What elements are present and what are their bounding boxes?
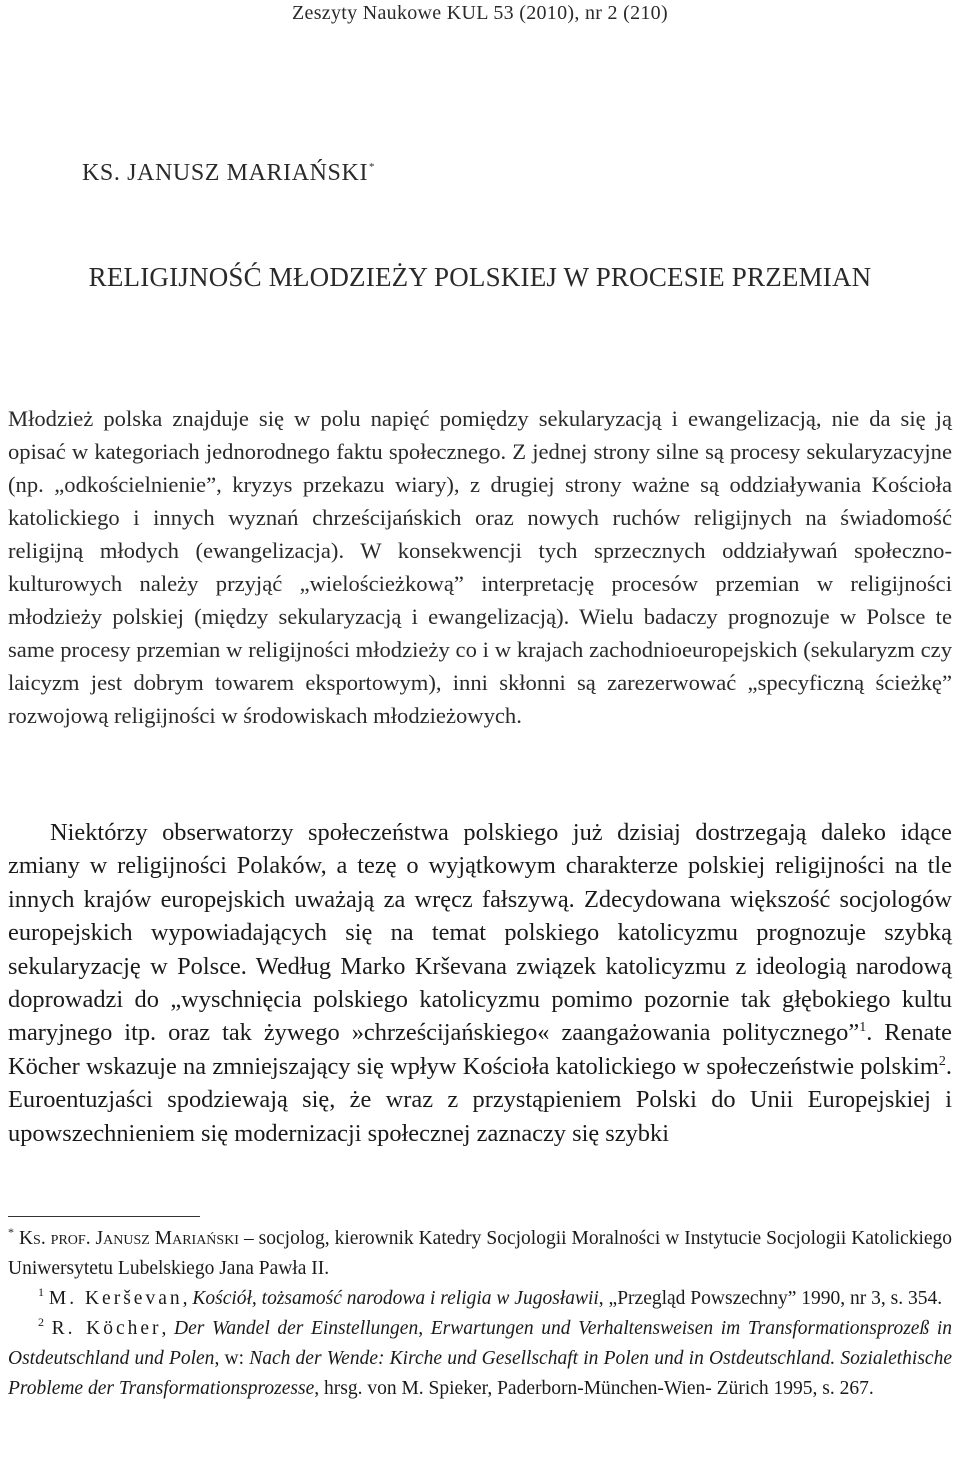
- footnote-1-sep: ,: [182, 1288, 193, 1309]
- footnote-author-name: Ks. prof. Janusz Mariański: [18, 1228, 239, 1249]
- article-abstract: Młodzież polska znajduje się w polu napięć pomiędzy sekularyzacją i ewangelizacją, nie da się ją opisać w kategoriach jednorodnego faktu społecznego. Z jednej strony silne są procesy sekularyzacyjne (np. „odkościelnienie”, kryzys przekazu wiary), z drugiej strony ważne są oddziaływania Kościoła katolickiego i innych wyznań chrześcijańskich oraz nowych ruchów religijnych na świadomość religijną młodych (ewangelizacja). W konsekwencji tych sprzecznych oddziaływań społeczno-kulturowych należy przyjąć „wielościeżkową” interpretację procesów przemian w religijności młodzieży polskiej (między sekularyzacją i ewangelizacją). Wielu badaczy prognozuje w Polsce te same procesy przemian w religijności młodzieży co i w krajach zachodnioeuropejskich (sekularyzm czy laicyzm jest dobrym towarem eksportowym), inni skłonni są zarezerwować „specyficzną ścieżkę” rozwojową religijności w środowiskach młodzieżowych.: [8, 406, 952, 728]
- footnote-1: [8, 1284, 952, 1314]
- footnote-2: [8, 1314, 952, 1404]
- footnote-separator: [8, 1216, 200, 1217]
- footnote-2-sep: ,: [161, 1318, 175, 1339]
- footnote-2-rest: , hrsg. von M. Spieker, Paderborn-München-Wien- Zürich 1995, s. 267.: [314, 1378, 874, 1399]
- footnote-2-author: R. Köcher: [51, 1318, 162, 1339]
- body-text-part-2: . Renate Köcher wskazuje na zmniejszający się wpływ Kościoła katolickiego w społeczeństwie polskim: [8, 1019, 952, 1080]
- body-text-part-1: Niektórzy obserwatorzy społeczeństwa polskiego już dzisiaj dostrzegają daleko idące zmiany w religijności Polaków, a tezę o wyjątkowym charakterze polskiej religijności na tle innych krajów europejskich uważają za wręcz fałszywą. Zdecydowana większość socjologów europejskich wypowiadających się na temat polskiego katolicyzmu prognozuje szybką sekularyzację w Polsce. Według Marko Krševana związek katolicyzmu z ideologią narodową doprowadzi do „wyschnięcia polskiego katolicyzmu pomimo pozornie tak głębokiego kultu maryjnego itp. oraz tak żywego »chrześcijańskiego« zaangażowania politycznego”: [8, 819, 952, 1047]
- footnote-mark: 2: [38, 1315, 44, 1329]
- footnote-author: [8, 1224, 952, 1284]
- footnote-1-rest: , „Przegląd Powszechny” 1990, nr 3, s. 354.: [598, 1288, 943, 1309]
- article-title: RELIGIJNOŚĆ MŁODZIEŻY POLSKIEJ W PROCESIE PRZEMIAN: [88, 262, 872, 292]
- footnote-1-author: M. Kerševan: [48, 1288, 183, 1309]
- footnote-author-text: – socjolog, kierownik Katedry Socjologii Moralności w Instytucie Socjologii Katolickiego Uniwersytetu Lubelskiego Jana Pawła II.: [8, 1228, 953, 1279]
- footnote-2-mid: , w:: [214, 1348, 250, 1369]
- author-footnote-mark: *: [369, 161, 376, 173]
- footnote-2-work2: Nach der Wende: Kirche und Gesellschaft in Polen und in Ostdeutschland. Sozialethische Probleme der Transformationsprozesse: [8, 1348, 952, 1399]
- footnote-mark: *: [8, 1225, 14, 1239]
- article-author: [82, 160, 375, 187]
- footnotes: [8, 1224, 952, 1404]
- footnote-ref-2: 2: [938, 1053, 946, 1069]
- footnote-mark: 1: [38, 1285, 44, 1299]
- footnote-1-work: Kościół, tożsamość narodowa i religia w Jugosławii: [192, 1288, 599, 1309]
- body-text-part-3: . Euroentuzjaści spodziewają się, że wraz z przystąpieniem Polski do Unii Europejskiej i upowszechnieniem się modernizacji społecznej zaznaczy się szybki: [8, 1052, 952, 1147]
- journal-header: Zeszyty Naukowe KUL 53 (2010), nr 2 (210): [292, 2, 668, 24]
- author-name: KS. JANUSZ MARIAŃSKI: [82, 160, 369, 186]
- footnote-2-work: Der Wandel der Einstellungen, Erwartungen und Verhaltensweisen im Transformationsprozeß in Ostdeutschland und Polen: [8, 1318, 952, 1369]
- body-paragraph: [8, 816, 952, 1150]
- footnote-ref-1: 1: [859, 1020, 867, 1036]
